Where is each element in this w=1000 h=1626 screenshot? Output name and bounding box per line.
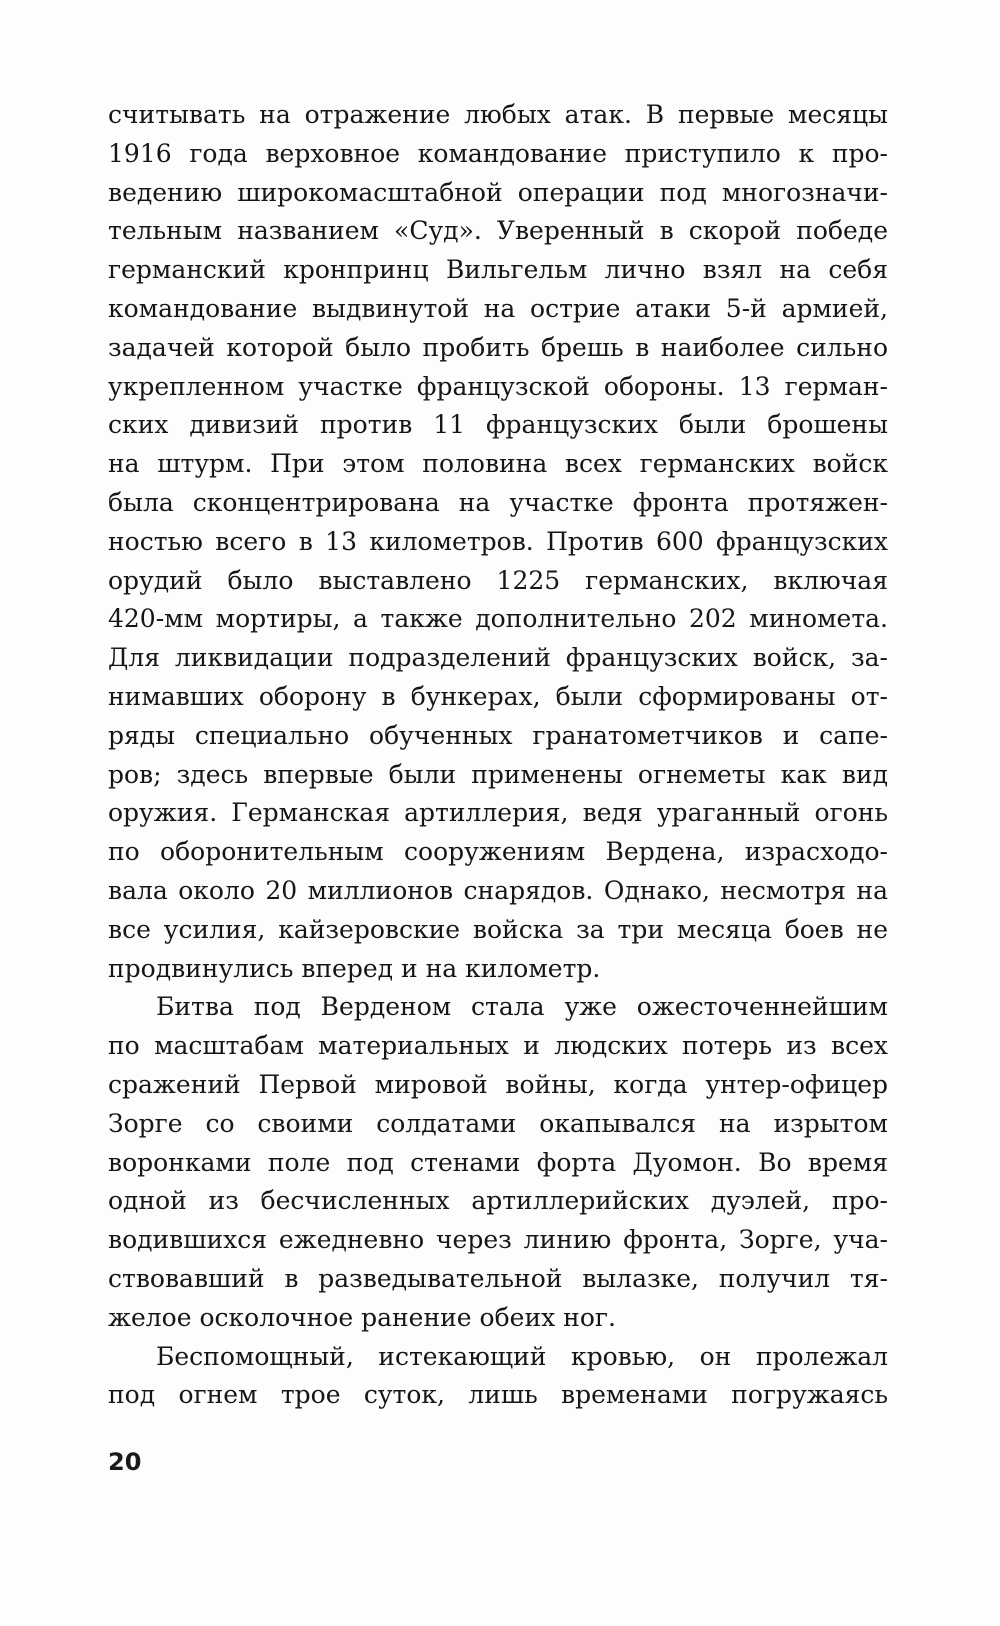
text-line: водившихся ежедневно через линию фронта, Зорге, уча- bbox=[108, 1225, 888, 1255]
text-line: орудий было выставлено 1225 германских, включая bbox=[108, 565, 888, 595]
text-line: сражений Первой мировой войны, когда унтер-офицер bbox=[108, 1069, 888, 1099]
text-line: одной из бесчисленных артиллерийских дуэлей, про- bbox=[108, 1186, 888, 1216]
text-line: ведению широкомасштабной операции под многозначи- bbox=[108, 177, 888, 207]
text-line: Беспомощный, истекающий кровью, он пролежал bbox=[156, 1341, 888, 1371]
text-line: командование выдвинутой на острие атаки 5-й армией, bbox=[108, 293, 888, 323]
text-line: нимавших оборону в бункерах, были сформированы от- bbox=[108, 681, 888, 711]
text-line: все усилия, кайзеровские войска за три месяца боев не bbox=[108, 914, 888, 944]
text-line: германский кронпринц Вильгельм лично взял на себя bbox=[108, 255, 888, 285]
text-line: Для ликвидации подразделений французских войск, за- bbox=[108, 643, 888, 673]
text-line: продвинулись вперед и на километр. bbox=[108, 953, 601, 983]
text-line: на штурм. При этом половина всех германских войск bbox=[108, 449, 888, 479]
text-line: считывать на отражение любых атак. В первые месяцы bbox=[108, 100, 888, 129]
page-number: 20 bbox=[108, 1448, 142, 1476]
text-line: ских дивизий против 11 французских были брошены bbox=[108, 410, 888, 440]
text-line: ствовавший в разведывательной вылазке, получил тя- bbox=[108, 1263, 888, 1293]
paragraph-3 bbox=[108, 1338, 888, 1416]
text-line: задачей которой было пробить брешь в наиболее сильно bbox=[108, 332, 888, 362]
text-line: укрепленном участке французской обороны. 13 герман- bbox=[108, 371, 888, 401]
text-line: под огнем трое суток, лишь временами погружаясь bbox=[108, 1380, 888, 1410]
text-line: 420-мм мортиры, а также дополнительно 202 миномета. bbox=[108, 604, 888, 634]
text-line: оружия. Германская артиллерия, ведя ураганный огонь bbox=[108, 798, 888, 828]
paragraph-1 bbox=[108, 96, 888, 988]
text-line: ряды специально обученных гранатометчиков и сапе- bbox=[108, 720, 888, 750]
text-line: 1916 года верховное командование приступило к про- bbox=[108, 138, 888, 168]
text-line: была сконцентрирована на участке фронта протяжен- bbox=[108, 487, 888, 517]
body-text bbox=[108, 96, 888, 1415]
text-line: по оборонительным сооружениям Вердена, израсходо- bbox=[108, 837, 888, 867]
text-line: ров; здесь впервые были применены огнеметы как вид bbox=[108, 759, 888, 789]
paragraph-2 bbox=[108, 988, 888, 1337]
text-line: ностью всего в 13 километров. Против 600 французских bbox=[108, 526, 888, 556]
text-line: Битва под Верденом стала уже ожесточеннейшим bbox=[156, 992, 888, 1022]
text-line: по масштабам материальных и людских потерь из всех bbox=[108, 1031, 888, 1061]
text-line: вала около 20 миллионов снарядов. Однако, несмотря на bbox=[108, 875, 888, 905]
text-line: тельным названием «Суд». Уверенный в скорой победе bbox=[108, 216, 888, 246]
text-line: желое осколочное ранение обеих ног. bbox=[108, 1302, 616, 1332]
text-line: Зорге со своими солдатами окапывался на изрытом bbox=[108, 1108, 888, 1138]
text-line: воронками поле под стенами форта Дуомон. Во время bbox=[108, 1147, 888, 1177]
